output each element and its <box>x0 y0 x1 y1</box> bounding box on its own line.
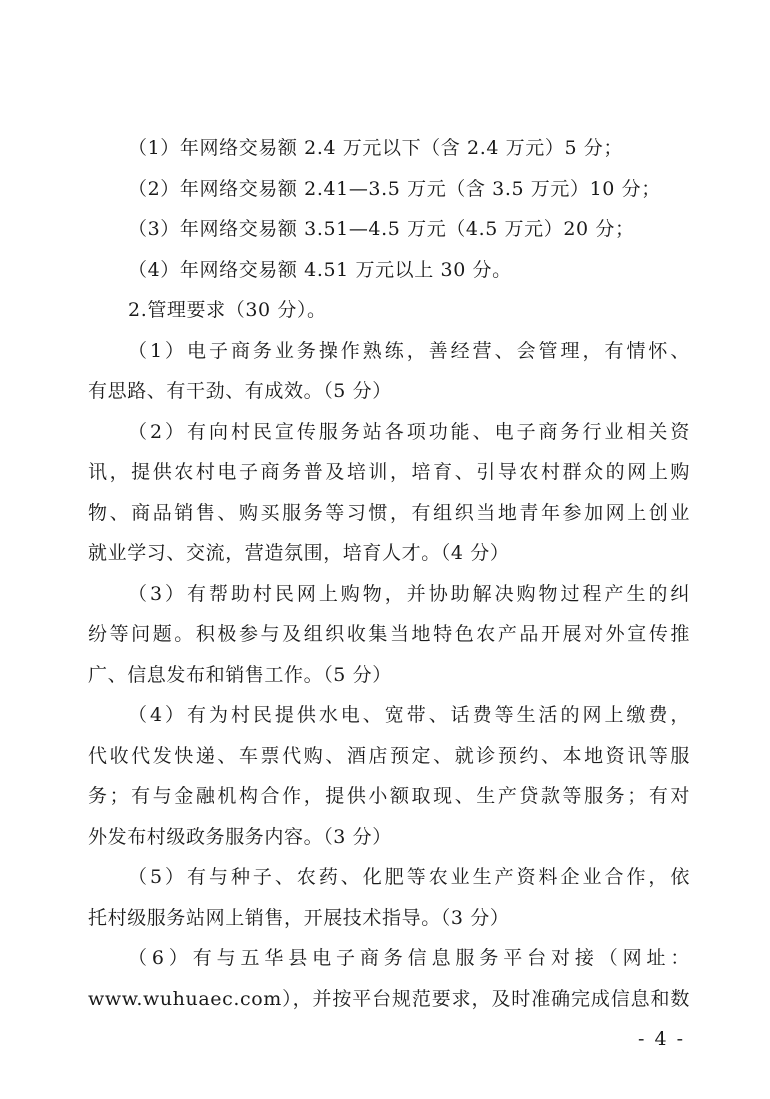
paragraph-line: 广、信息发布和销售工作。（5 分） <box>88 663 392 686</box>
paragraph-line: （1）年网络交易额 2.4 万元以下（含 2.4 万元）5 分； <box>128 137 624 159</box>
paragraph-line: 就业学习、交流，营造氛围，培育人才。（4 分） <box>88 542 510 564</box>
paragraph-line: （4）有为村民提供水电、宽带、话费等生活的网上缴费， <box>128 704 690 726</box>
paragraph-line: www.wuhuaec.com），并按平台规范要求，及时准确完成信息和数 <box>88 987 690 1010</box>
paragraph-line: （2）有向村民宣传服务站各项功能、电子商务行业相关资 <box>128 420 690 443</box>
paragraph-line: （6）有与五华县电子商务信息服务平台对接（网址： <box>128 947 690 969</box>
paragraph-line: 外发布村级政务服务内容。（3 分） <box>88 825 392 848</box>
paragraph-line: 纷等问题。积极参与及组织收集当地特色农产品开展对外宣传推 <box>88 623 690 645</box>
paragraph-line: （3）年网络交易额 3.51—4.5 万元（4.5 万元）20 分； <box>128 218 635 240</box>
paragraph-line: 物、商品销售、购买服务等习惯，有组织当地青年参加网上创业 <box>88 501 690 524</box>
paragraph-line: 务；有与金融机构合作，提供小额取现、生产贷款等服务；有对 <box>88 785 690 807</box>
paragraph-line: （2）年网络交易额 2.41—3.5 万元（含 3.5 万元）10 分； <box>128 177 661 200</box>
section-heading: 2.管理要求（30 分）。 <box>128 299 327 321</box>
paragraph-line: （5）有与种子、农药、化肥等农业生产资料企业合作，依 <box>128 866 690 888</box>
paragraph-line: （1）电子商务业务操作熟练，善经营、会管理，有情怀、 <box>128 339 690 362</box>
paragraph-line: 讯，提供农村电子商务普及培训，培育、引导农村群众的网上购 <box>88 461 690 483</box>
paragraph-line: （3）有帮助村民网上购物，并协助解决购物过程产生的纠 <box>128 582 690 605</box>
page-number: - 4 - <box>638 1028 686 1050</box>
document-body <box>88 128 690 1019</box>
paragraph-line: （4）年网络交易额 4.51 万元以上 30 分。 <box>128 258 512 281</box>
paragraph-line: 托村级服务站网上销售，开展技术指导。（3 分） <box>88 906 510 929</box>
paragraph-line: 代收代发快递、车票代购、酒店预定、就诊预约、本地资讯等服 <box>88 744 690 767</box>
paragraph-line: 有思路、有干劲、有成效。（5 分） <box>88 380 392 402</box>
